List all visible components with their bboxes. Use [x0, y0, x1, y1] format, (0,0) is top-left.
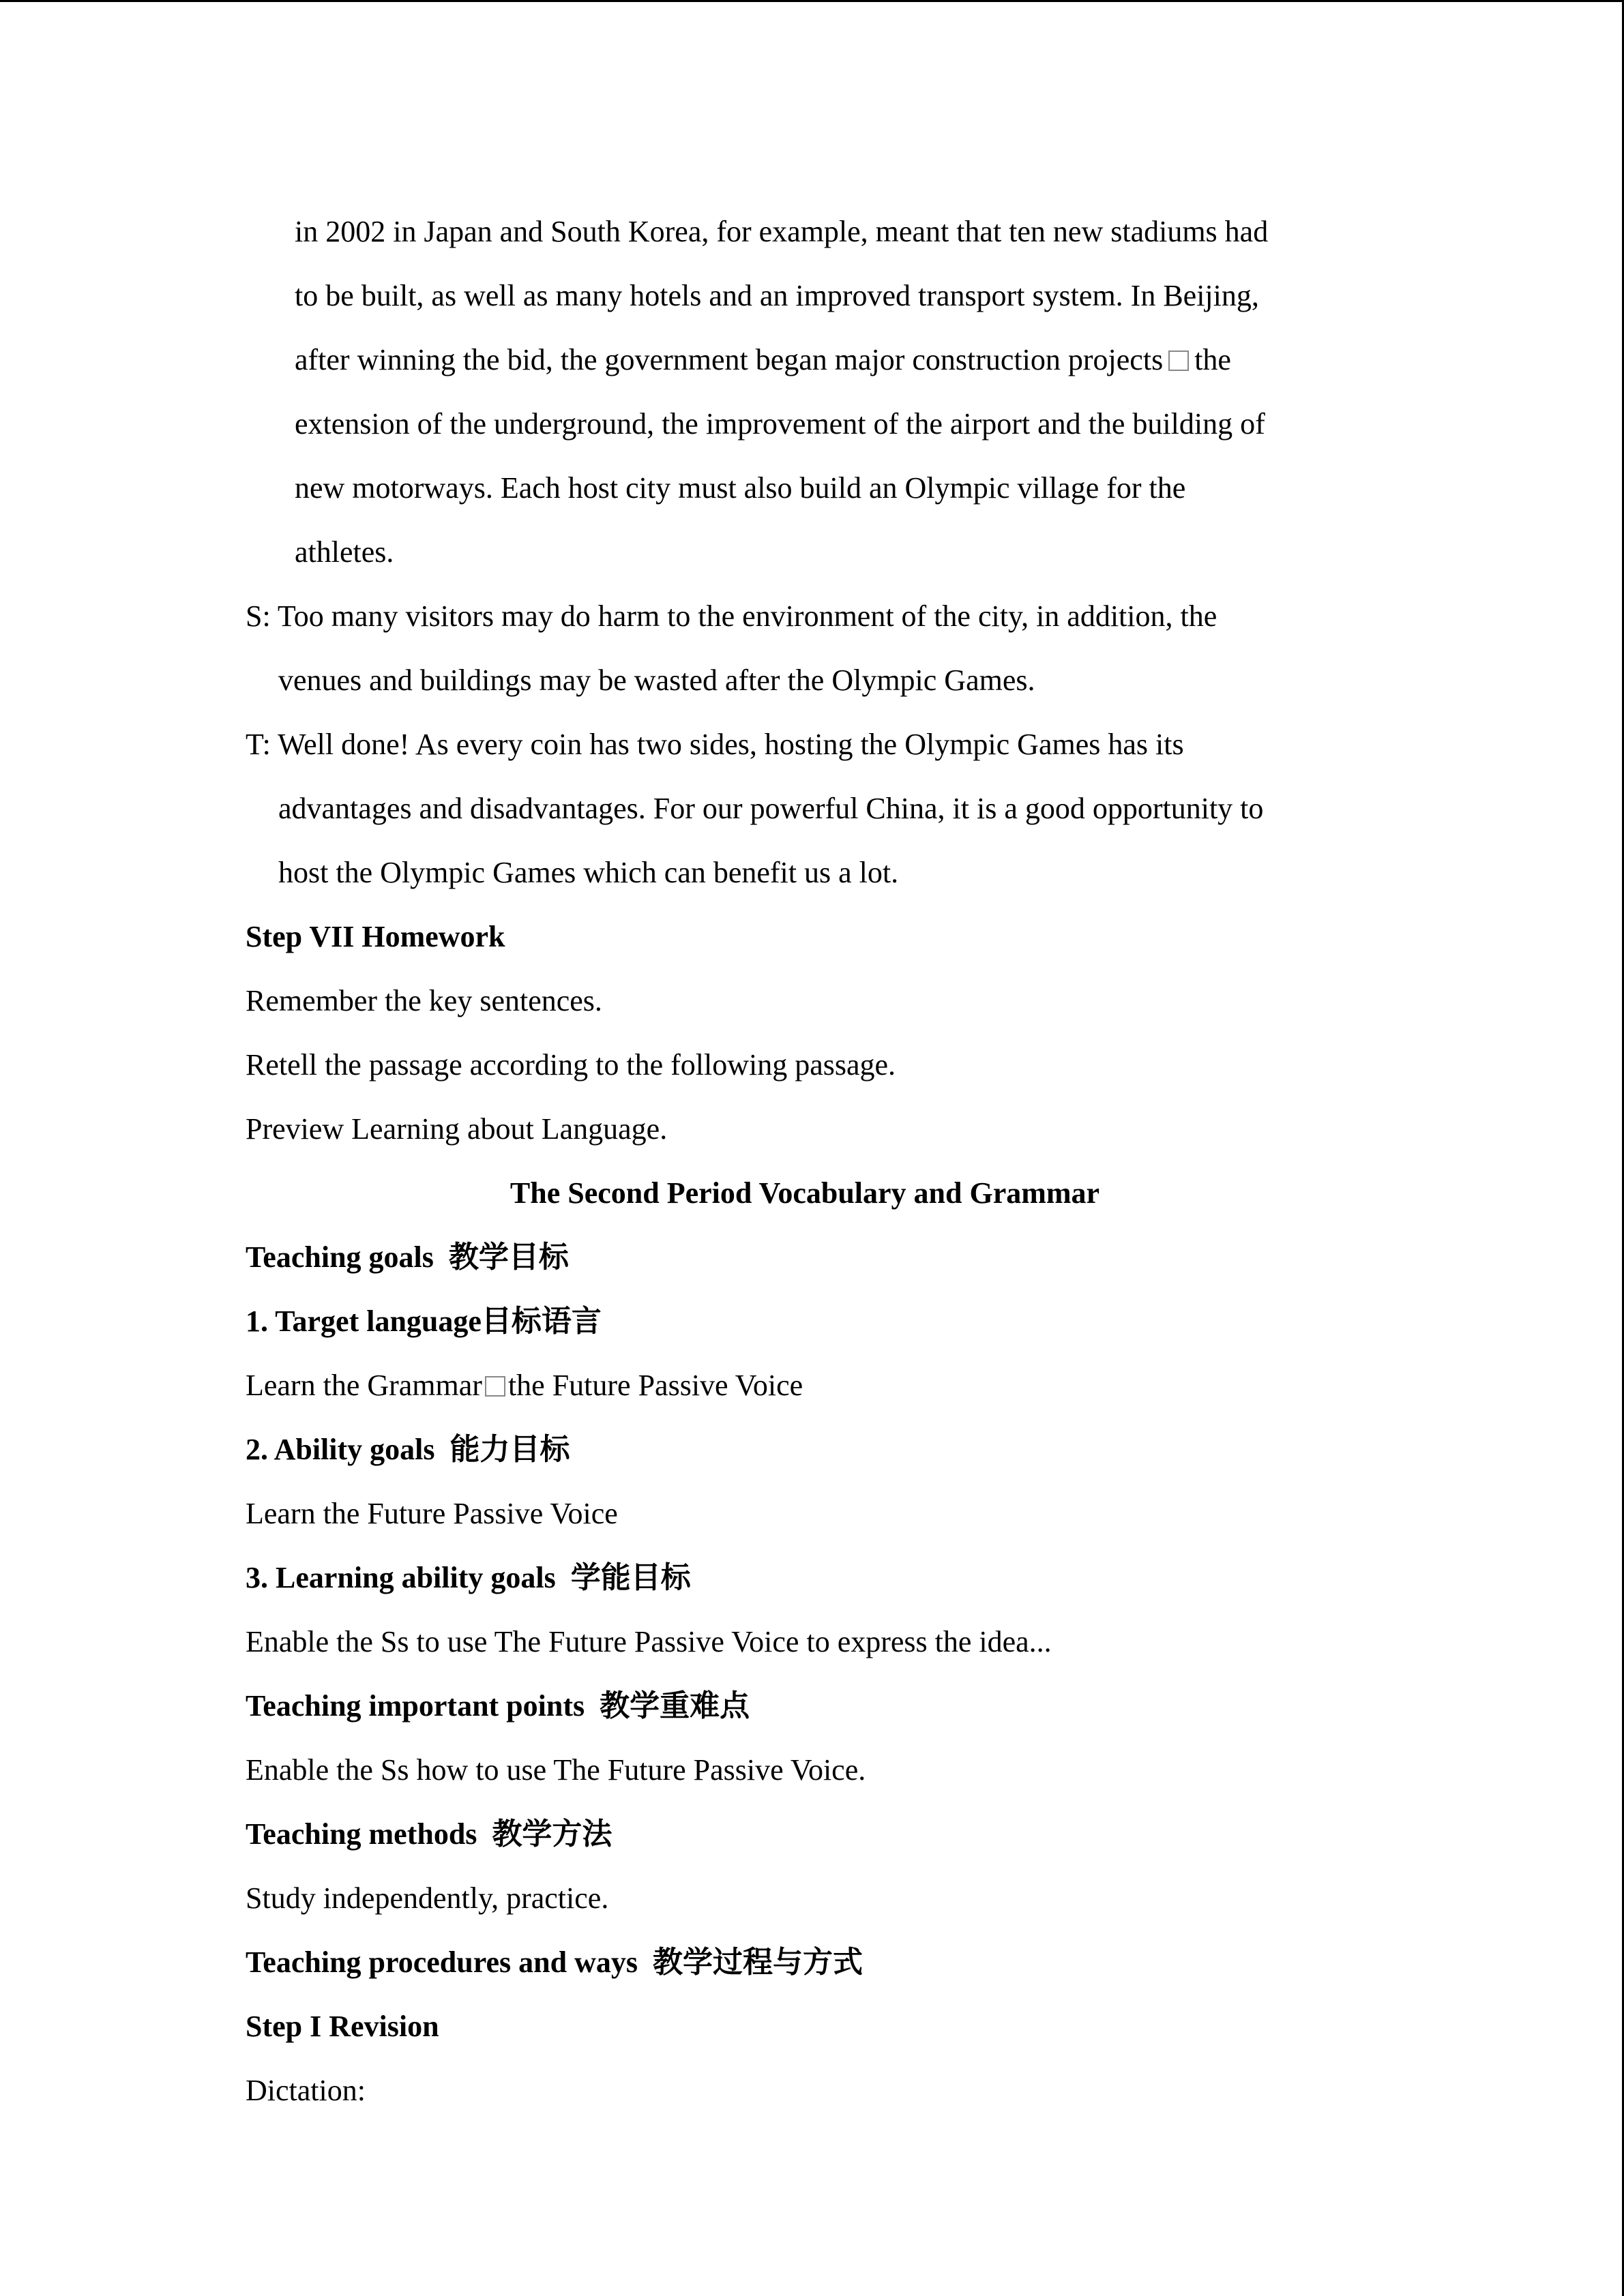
period-title: The Second Period Vocabulary and Grammar [510, 1176, 1100, 1210]
line-text: the [1194, 343, 1231, 376]
homework-item: Retell the passage according to the following passage. [246, 1048, 896, 1082]
heading-en: Teaching methods [246, 1817, 477, 1851]
paragraph-line: to be built, as well as many hotels and an improved transport system. In Beijing, [295, 279, 1259, 312]
paragraph-line [246, 328, 1364, 392]
homework-item: Preview Learning about Language. [246, 1112, 668, 1146]
body-line: Learn the Future Passive Voice [246, 1497, 618, 1530]
paragraph-line: athletes. [295, 535, 394, 569]
body-line [246, 1354, 1364, 1418]
line-text: the Future Passive Voice [507, 1369, 803, 1402]
heading-zh: 学能目标 [570, 1560, 691, 1595]
student-line: venues and buildings may be wasted after the Olympic Games. [278, 664, 1035, 697]
section-heading [246, 1289, 1364, 1354]
page-content [246, 200, 1364, 2123]
heading-zh: 教学目标 [448, 1240, 569, 1274]
missing-glyph-box [1168, 351, 1189, 371]
heading-en: Teaching procedures and ways [246, 1945, 638, 1979]
teacher-line: host the Olympic Games which can benefit us a lot. [278, 856, 899, 889]
heading-zh: 教学过程与方式 [652, 1945, 863, 1980]
student-line: S: Too many visitors may do harm to the environment of the city, in addition, the [246, 599, 1217, 633]
paragraph-line: extension of the underground, the improvement of the airport and the building of [295, 407, 1265, 441]
heading-en: 3. Learning ability goals [246, 1561, 556, 1594]
section-heading [246, 1418, 1364, 1482]
heading-en: 2. Ability goals [246, 1433, 435, 1466]
homework-item: Remember the key sentences. [246, 984, 602, 1017]
heading-zh: 教学重难点 [600, 1688, 750, 1723]
teacher-line: T: Well done! As every coin has two sides, hosting the Olympic Games has its [246, 728, 1184, 761]
step-heading: Step I Revision [246, 2010, 439, 2043]
paragraph-line: in 2002 in Japan and South Korea, for example, meant that ten new stadiums had [295, 215, 1269, 248]
heading-en: 1. Target language [246, 1304, 482, 1338]
body-line: Study independently, practice. [246, 1881, 609, 1915]
line-text: after winning the bid, the government began major construction projects [295, 343, 1164, 376]
heading-en: Teaching goals [246, 1240, 434, 1274]
heading-zh: 教学方法 [492, 1817, 612, 1851]
section-heading [246, 1674, 1364, 1738]
paragraph-line: new motorways. Each host city must also build an Olympic village for the [295, 471, 1186, 505]
heading-en: Teaching important points [246, 1689, 585, 1723]
body-line: Dictation: [246, 2074, 366, 2107]
homework-heading: Step VII Homework [246, 920, 505, 953]
line-text: Learn the Grammar [246, 1369, 482, 1402]
section-heading [246, 1930, 1364, 1995]
body-line: Enable the Ss how to use The Future Passive Voice. [246, 1753, 866, 1787]
body-line: Enable the Ss to use The Future Passive Voice to express the idea... [246, 1625, 1052, 1658]
section-heading [246, 1802, 1364, 1866]
section-heading [246, 1225, 1364, 1289]
heading-zh: 目标语言 [481, 1304, 602, 1339]
section-heading [246, 1546, 1364, 1610]
missing-glyph-box [485, 1376, 505, 1397]
teacher-line: advantages and disadvantages. For our powerful China, it is a good opportunity to [278, 792, 1264, 825]
heading-zh: 能力目标 [449, 1432, 570, 1467]
